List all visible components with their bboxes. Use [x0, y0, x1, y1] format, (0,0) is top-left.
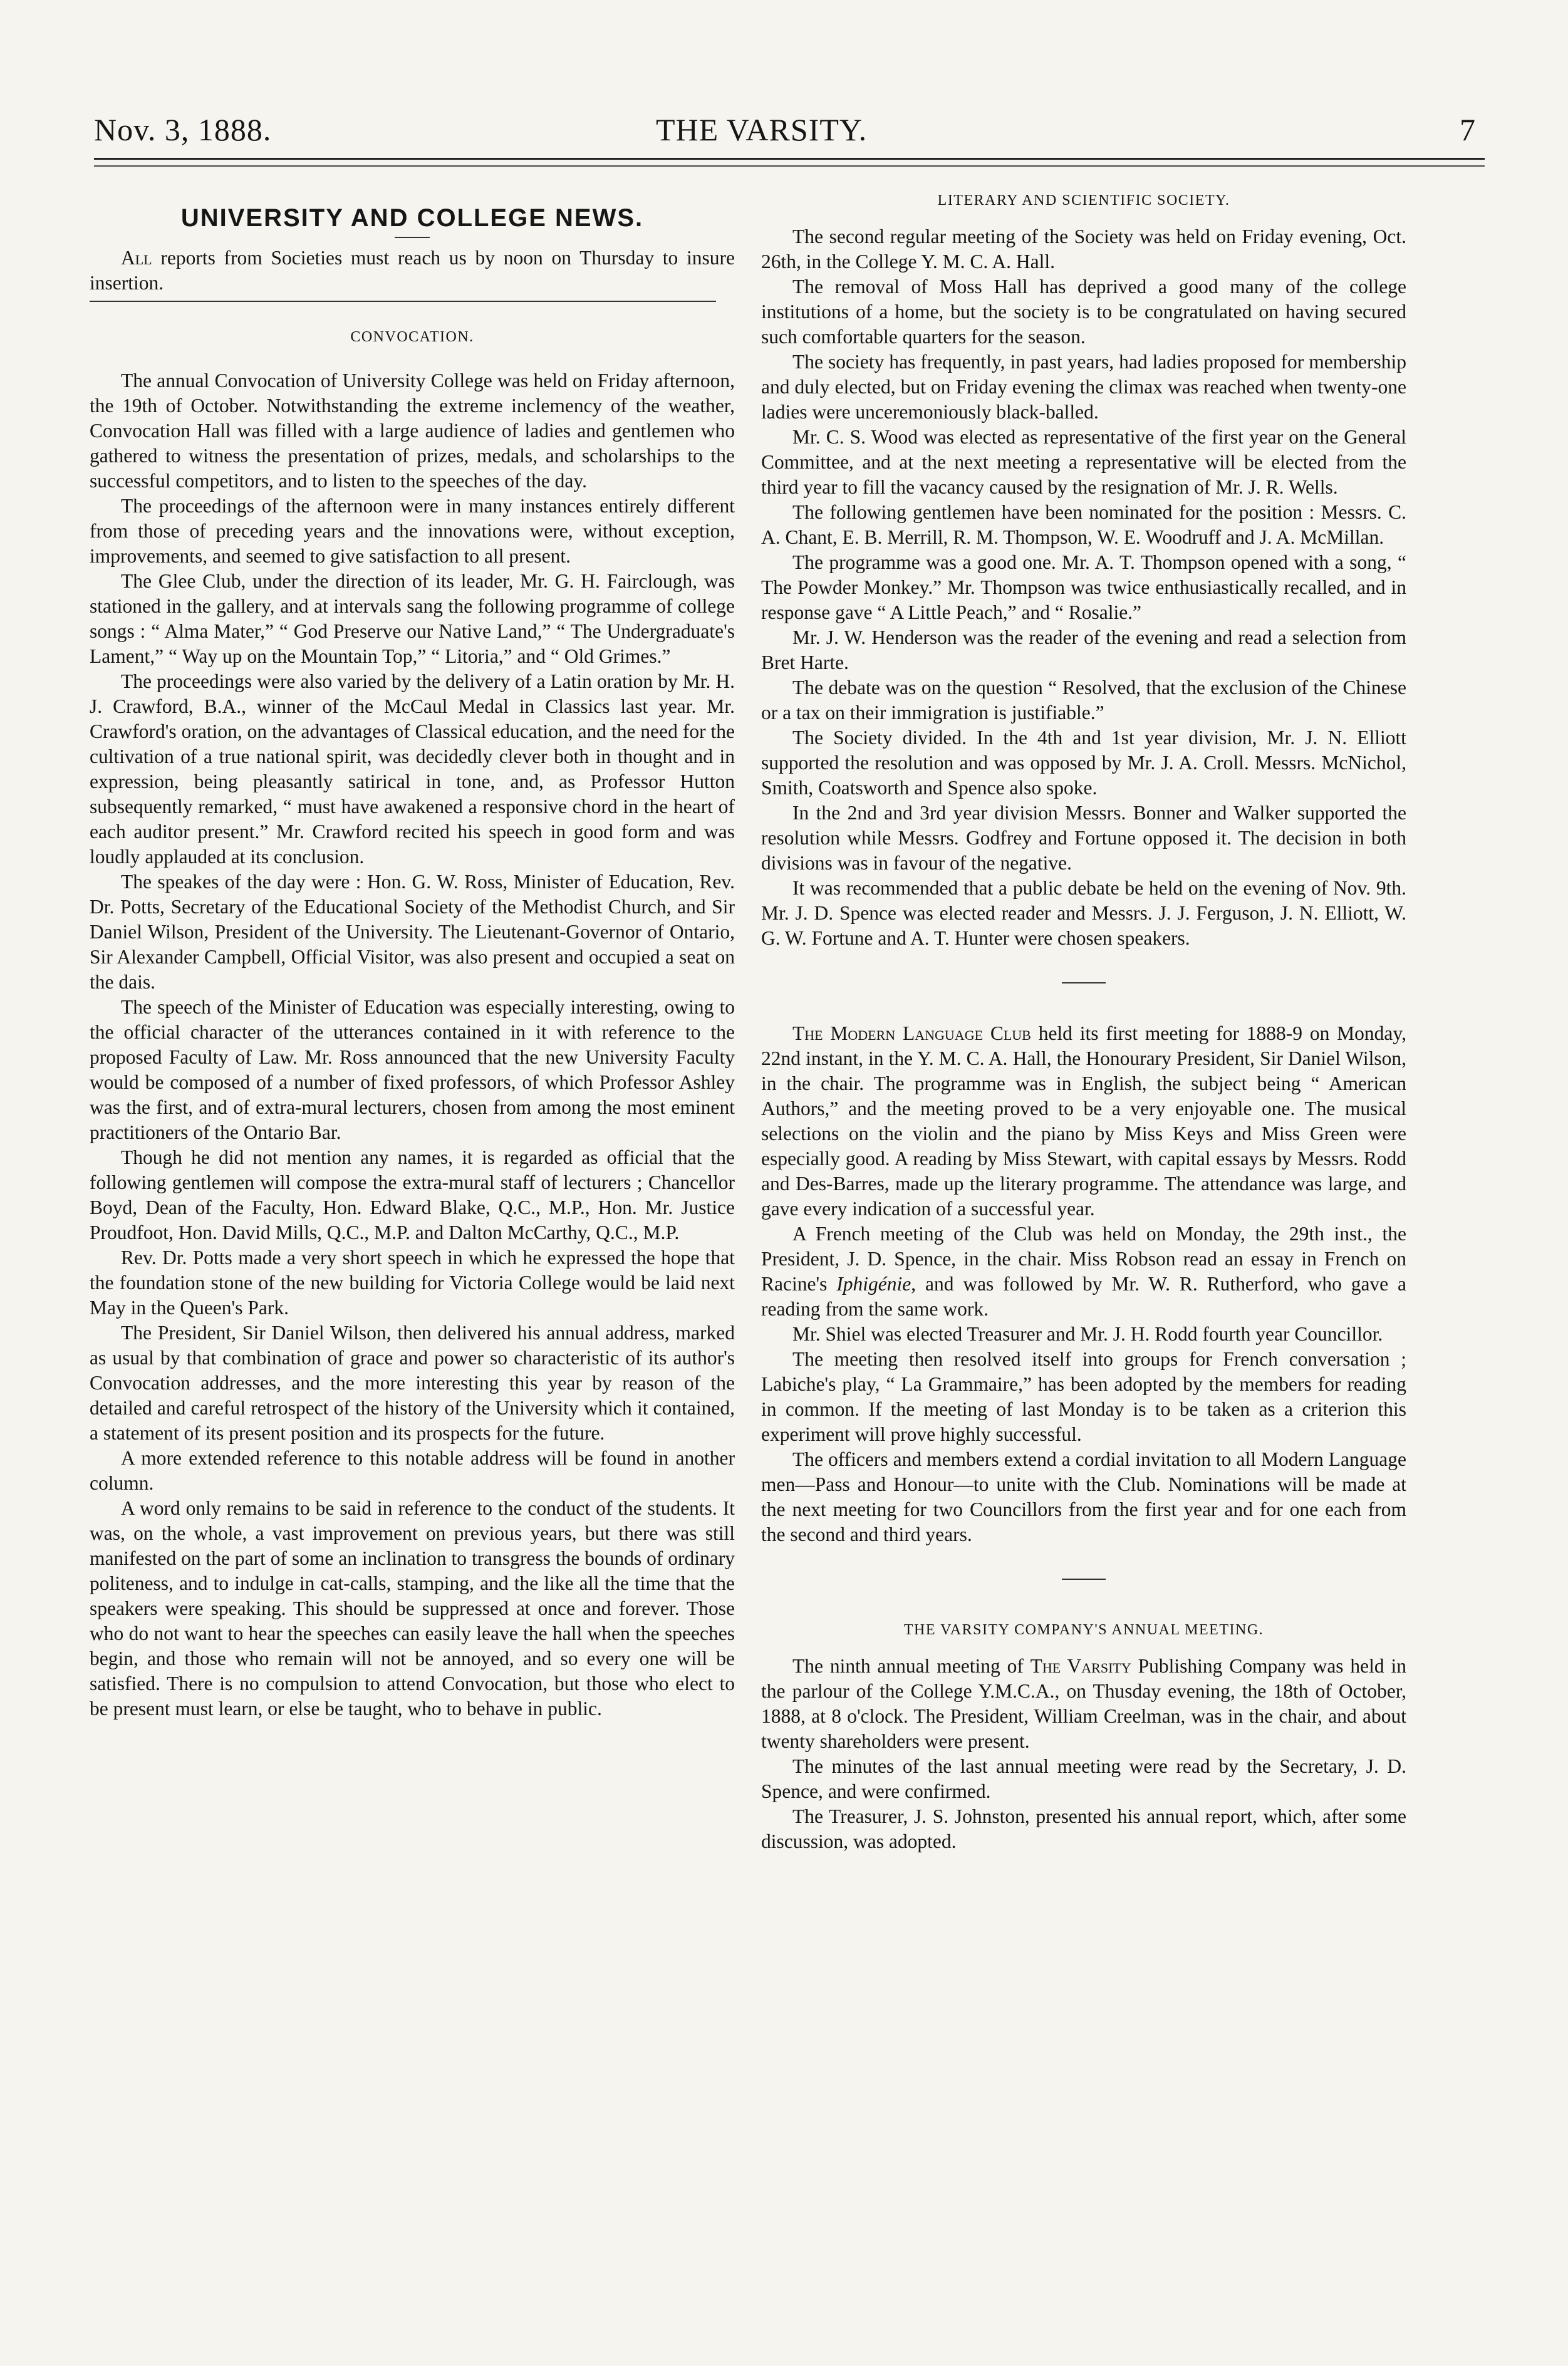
page-number: 7: [1460, 112, 1476, 147]
club-name: The Modern Language Club: [792, 1022, 1031, 1044]
article-paragraph: The proceedings were also varied by the delivery of a Latin oration by Mr. H. J. Crawford, B.A., winner of the McCaul Medal in Classics last year. Mr. Crawford's oration, on the advantages of Classical education, and the need for the cultivation of a true national spirit, was decidedly clever both in thought and in expression, being pleasantly satirical in tone, and, as Professor Hutton subsequently remarked, “ must have awakened a responsive chord in the heart of each auditor present.” Mr. Crawford recited his speech in good form and was loudly applauded at its conclusion.: [90, 670, 735, 868]
left-column: [90, 188, 735, 1721]
issue-date: Nov. 3, 1888.: [94, 112, 272, 147]
article-paragraph: The Glee Club, under the direction of its leader, Mr. G. H. Fairclough, was stationed in the gallery, and at intervals sang the following programme of college songs : “ Alma Mater,” “ God Preserve our Native Land,” “ The Undergraduate's Lament,” “ Way up on the Mountain Top,” “ Litoria,” and “ Old Grimes.”: [90, 570, 735, 667]
article-paragraph: The President, Sir Daniel Wilson, then delivered his annual address, marked as usual by that combination of grace and power so characteristic of its author's Convocation addresses, and the more interesting this year by reason of the detailed and careful retrospect of the history of the University which it contained, a statement of its present position and its prospects for the future.: [90, 1322, 735, 1444]
article-paragraph: The proceedings of the afternoon were in many instances entirely different from those of preceding years and the innovations were, without exception, improvements, and seemed to give satisfaction to all present.: [90, 495, 735, 567]
article-paragraph: The Society divided. In the 4th and 1st year division, Mr. J. N. Elliott supported the resolution and was opposed by Mr. J. A. Croll. Messrs. McNichol, Smith, Coatsworth and Spence also spoke.: [761, 727, 1406, 799]
heading-rule: [395, 237, 430, 238]
masthead-title: THE VARSITY.: [656, 112, 868, 147]
article-paragraph: Though he did not mention any names, it is regarded as official that the following gentlemen will compose the extra-mural staff of lecturers ; Chancellor Boyd, Dean of the Faculty, Hon. Edward Blake, Q.C., M.P., Hon. Mr. Justice Proudfoot, Hon. David Mills, Q.C., M.P. and Dalton McCarthy, Q.C., M.P.: [90, 1146, 735, 1243]
paragraph-text: A French meeting of the Club was held on Monday, the 29th inst., the President, J. D. Spence, in the chair. Miss Robson read an essay in French on Racine's: [761, 1223, 1406, 1295]
right-column: [761, 188, 1406, 1854]
notice-rule: [90, 301, 716, 302]
article-paragraph: The speakes of the day were : Hon. G. W. Ross, Minister of Education, Rev. Dr. Potts, Secretary of the Educational Society of the Methodist Church, and Sir Daniel Wilson, President of the University. The Lieutenant-Governor of Ontario, Sir Alexander Campbell, Official Visitor, was also present and occupied a seat on the dais.: [90, 871, 735, 993]
convocation-heading: CONVOCATION.: [350, 329, 474, 345]
article-paragraph: The officers and members extend a cordial invitation to all Modern Language men—Pass and Honour—to unite with the Club. Nominations will be made at the next meeting for two Councillors from the first year and for one each from the second and third years.: [761, 1448, 1406, 1545]
notice-paragraph: [90, 246, 735, 296]
play-title: Iphigénie: [836, 1273, 911, 1295]
article-paragraph: [761, 1654, 1406, 1754]
section-separator: [1062, 1579, 1106, 1580]
article-paragraph: The meeting then resolved itself into groups for French conversation ; Labiche's play, “ La Grammaire,” has been adopted by the members for reading in common. If the meeting of last Monday is to be taken as a criterion this experiment will prove highly successful.: [761, 1348, 1406, 1445]
article-paragraph: A more extended reference to this notable address will be found in another column.: [90, 1447, 735, 1494]
company-meeting-heading: THE VARSITY COMPANY'S ANNUAL MEETING.: [903, 1622, 1264, 1638]
article-paragraph: A word only remains to be said in reference to the conduct of the students. It was, on the whole, a vast improvement on previous years, but there was still manifested on the part of some an inclination to transgress the bounds of ordinary politeness, and to indulge in cat-calls, stamping, and the like all the time that the speakers were speaking. This should be suppressed at once and forever. Those who do not want to hear the speeches can easily leave the hall when the speeches begin, and those who remain will not be annoyed, and so every one will be satisfied. There is no compulsion to attend Convocation, but those who elect to be present must learn, or else be taught, who to behave in public.: [90, 1497, 735, 1720]
article-paragraph: The debate was on the question “ Resolved, that the exclusion of the Chinese or a tax on their immigration is justifiable.”: [761, 677, 1406, 724]
paragraph-text: , and was followed by Mr. W. R. Rutherford, who gave a reading from the same work.: [761, 1273, 1407, 1320]
article-paragraph: Mr. C. S. Wood was elected as representative of the first year on the General Committee, and at the next meeting a representative will be elected from the third year to fill the vacancy caused by the resignation of Mr. J. R. Wells.: [761, 426, 1406, 498]
article-paragraph: Rev. Dr. Potts made a very short speech in which he expressed the hope that the foundation stone of the new building for Victoria College would be laid next May in the Queen's Park.: [90, 1247, 735, 1319]
paragraph-text: held its first meeting for 1888-9 on Monday, 22nd instant, in the Y. M. C. A. Hall, the Honourary President, Sir Daniel Wilson, in the chair. The programme was in English, the subject being “ American Authors,” and the meeting proved to be a very enjoyable one. The musical selections on the violin and the piano by Miss Keys and Miss Green were especially good. A reading by Miss Stewart, with capital essays by Messrs. Rodd and Des-Barres, made up the literary programme. The attendance was large, and gave every indication of a successful year.: [761, 1022, 1406, 1220]
article-paragraph: Mr. J. W. Henderson was the reader of the evening and read a selection from Bret Harte.: [761, 626, 1406, 673]
header-rule: [94, 158, 1485, 160]
publication-name: The Varsity: [1030, 1655, 1131, 1677]
article-paragraph: The second regular meeting of the Society was held on Friday evening, Oct. 26th, in the College Y. M. C. A. Hall.: [761, 226, 1406, 272]
notice-lead: All: [121, 247, 152, 269]
article-paragraph: In the 2nd and 3rd year division Messrs. Bonner and Walker supported the resolution while Messrs. Godfrey and Fortune opposed it. The decision in both divisions was in favour of the negative.: [761, 802, 1406, 874]
paragraph-text: The ninth annual meeting of: [792, 1655, 1031, 1677]
article-paragraph: [761, 1222, 1406, 1322]
article-paragraph: The removal of Moss Hall has deprived a good many of the college institutions of a home, but the society is to be congratulated on having secured such comfortable quarters for the season.: [761, 276, 1406, 348]
notice-text: reports from Societies must reach us by noon on Thursday to insure insertion.: [90, 247, 735, 294]
article-paragraph: The minutes of the last annual meeting were read by the Secretary, J. D. Spence, and were confirmed.: [761, 1755, 1406, 1802]
section-heading: UNIVERSITY AND COLLEGE NEWS.: [180, 204, 644, 232]
article-paragraph: It was recommended that a public debate be held on the evening of Nov. 9th. Mr. J. D. Spence was elected reader and Messrs. J. J. Ferguson, J. N. Elliott, W. G. W. Fortune and A. T. Hunter were chosen speakers.: [761, 877, 1406, 949]
article-paragraph: The annual Convocation of University College was held on Friday afternoon, the 19th of October. Notwithstanding the extreme inclemency of the weather, Convocation Hall was filled with a large audience of ladies and gentlemen who gathered to witness the presentation of prizes, medals, and scholarships to the successful competitors, and to listen to the speeches of the day.: [90, 370, 735, 492]
article-paragraph: The programme was a good one. Mr. A. T. Thompson opened with a song, “ The Powder Monkey.” Mr. Thompson was twice enthusiastically recalled, and in response gave “ A Little Peach,” and “ Rosalie.”: [761, 551, 1406, 623]
article-paragraph: The following gentlemen have been nominated for the position : Messrs. C. A. Chant, E. B. Merrill, R. M. Thompson, W. E. Woodruff and J. A. McMillan.: [761, 501, 1406, 548]
article-paragraph: The society has frequently, in past years, had ladies proposed for membership and duly elected, but on Friday evening the climax was reached when twenty-one ladies were unceremoniously black-balled.: [761, 351, 1406, 423]
article-paragraph: The speech of the Minister of Education was especially interesting, owing to the official character of the utterances contained in it with reference to the proposed Faculty of Law. Mr. Ross announced that the new University Faculty would be composed of a number of fixed professors, of which Professor Ashley was the first, and of extra-mural lecturers, chosen from among the most eminent practitioners of the Ontario Bar.: [90, 996, 735, 1143]
literary-society-heading: LITERARY AND SCIENTIFIC SOCIETY.: [937, 192, 1230, 209]
article-paragraph: Mr. Shiel was elected Treasurer and Mr. J. H. Rodd fourth year Councillor.: [792, 1323, 1383, 1345]
article-paragraph: The Treasurer, J. S. Johnston, presented his annual report, which, after some discussion, was adopted.: [761, 1805, 1406, 1852]
header-rule-thin: [94, 165, 1485, 167]
section-separator: [1062, 982, 1106, 983]
article-paragraph: [761, 1021, 1406, 1222]
paragraph-text: Publishing Company was held in the parlour of the College Y.M.C.A., on Thusday evening, the 18th of October, 1888, at 8 o'clock. The President, William Creelman, was in the chair, and about twenty shareholders were present.: [761, 1655, 1407, 1752]
